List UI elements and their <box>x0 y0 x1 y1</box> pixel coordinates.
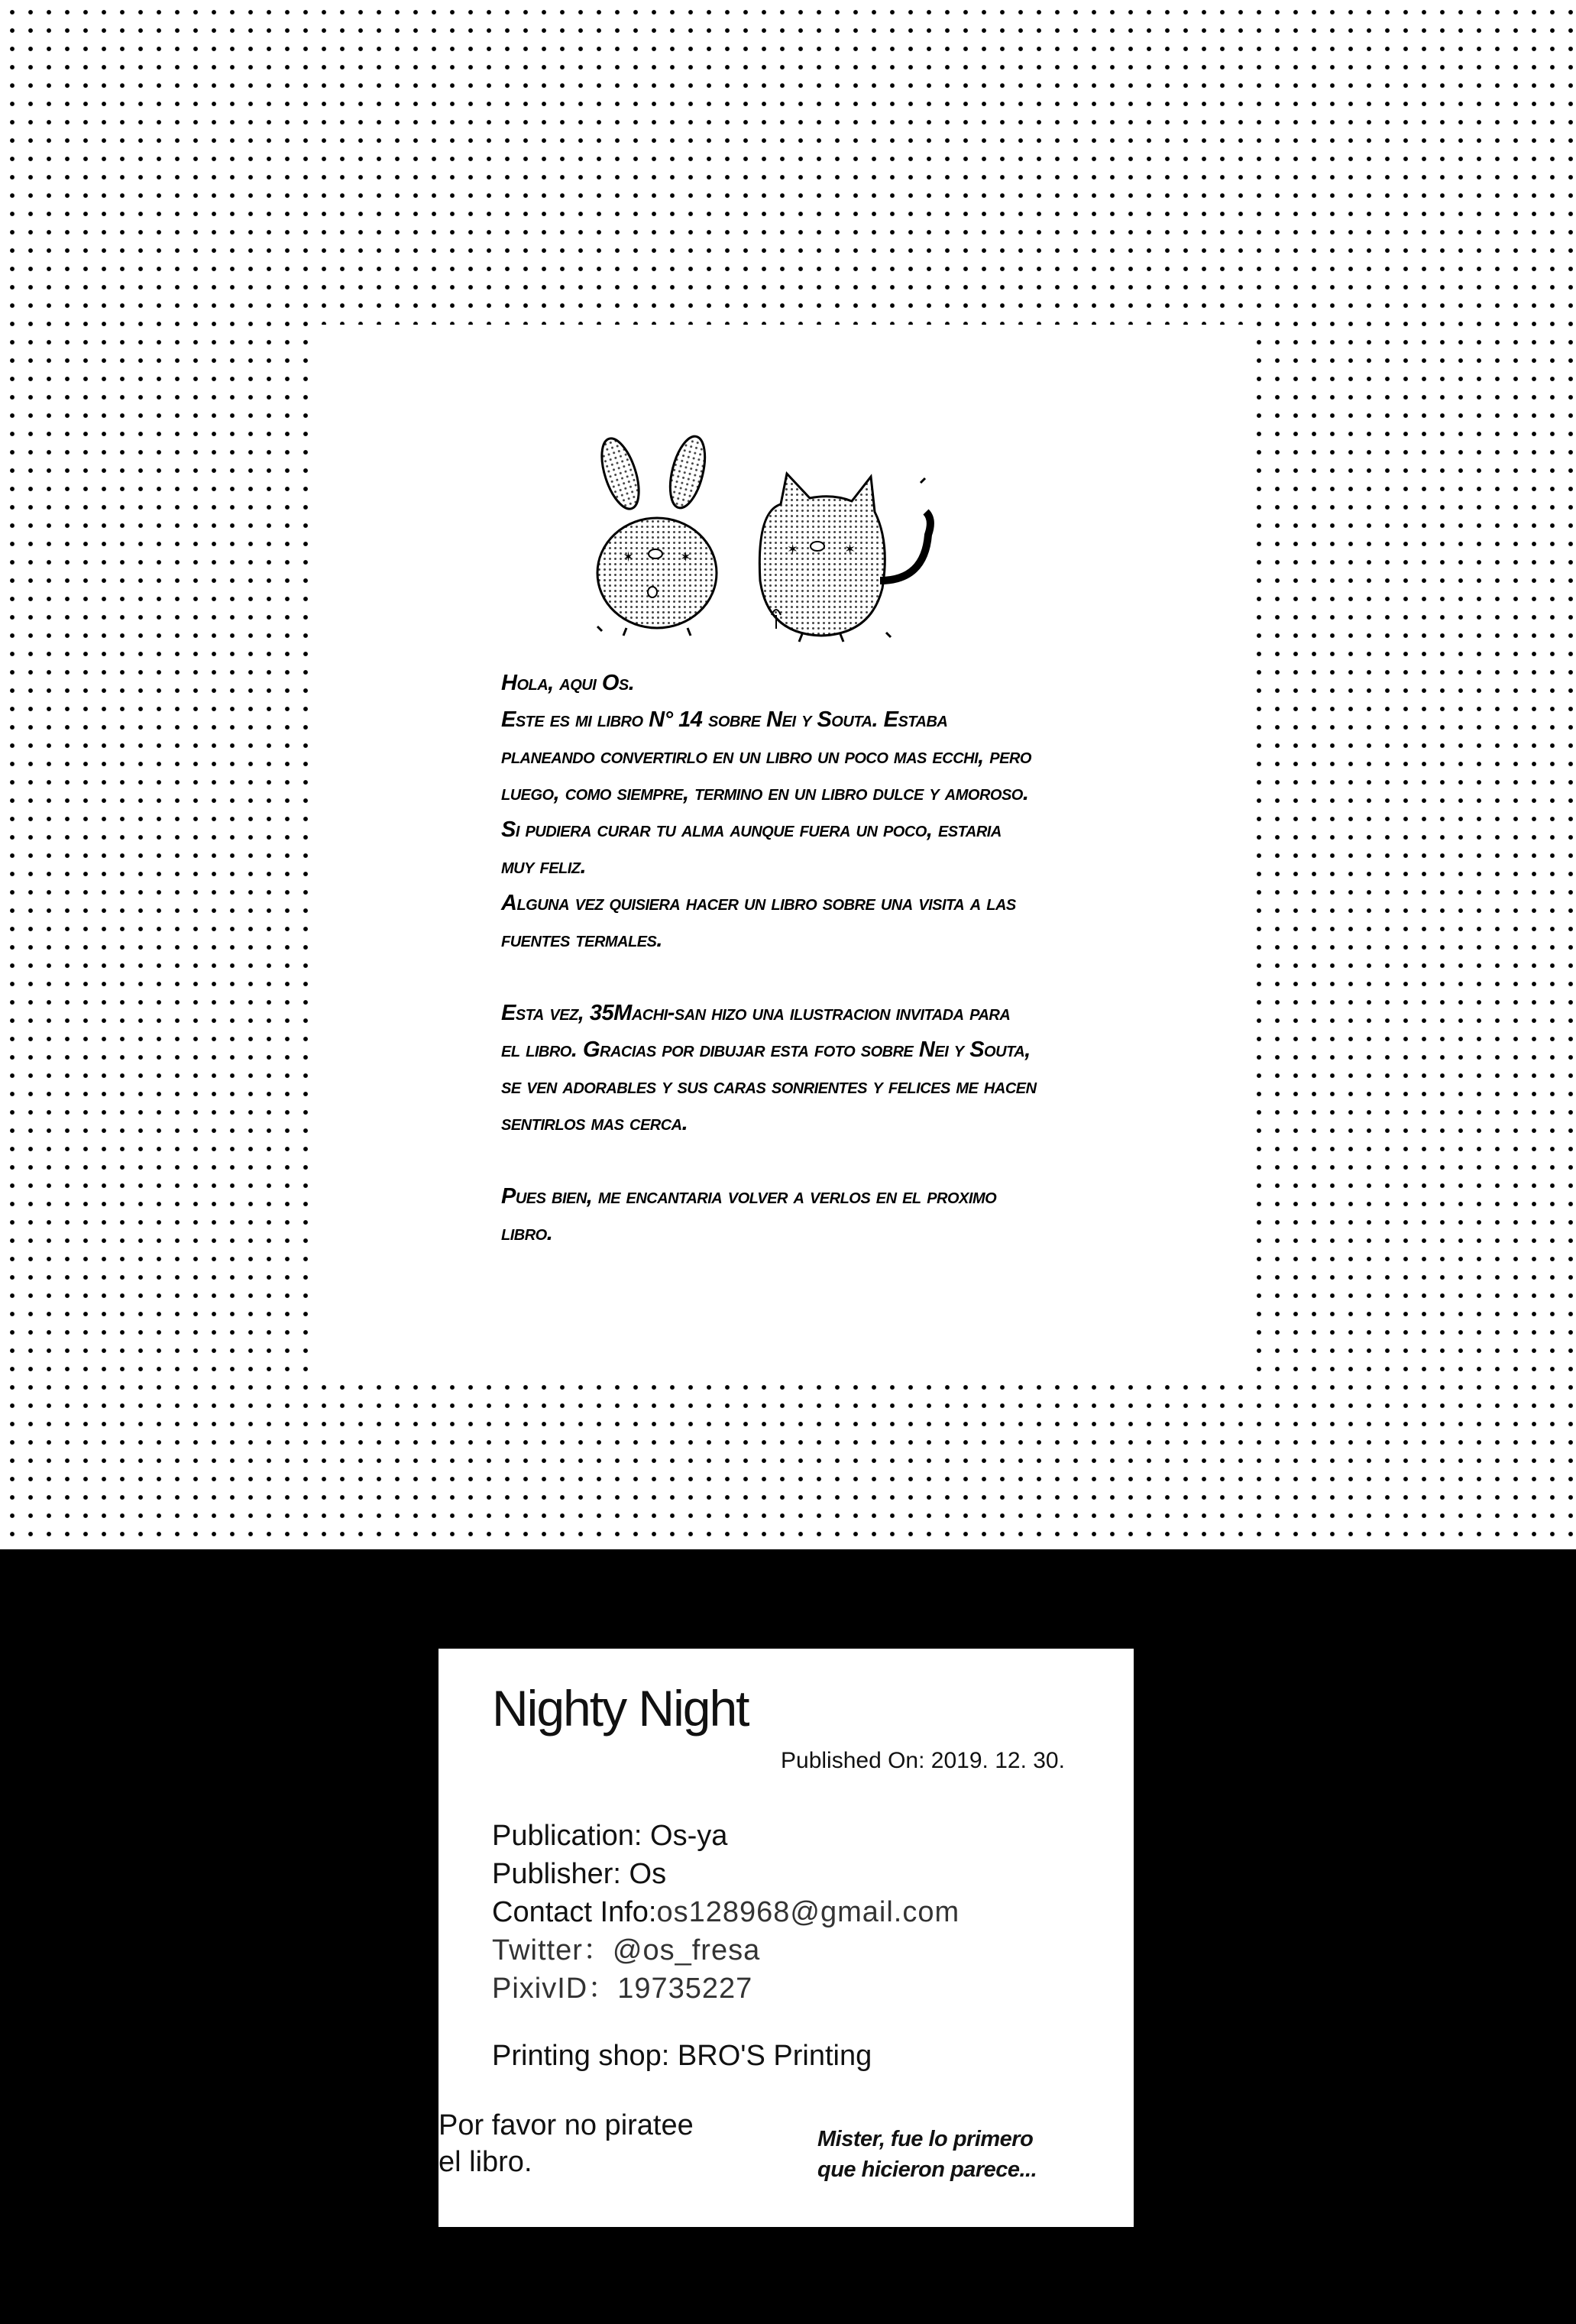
letter-line: fuentes termales. <box>501 927 662 952</box>
letter-paragraph-2 <box>501 995 1097 1141</box>
letter-line: Alguna vez quisiera hacer un libro sobre una visita a las <box>501 891 1016 915</box>
contact-label: Contact Info: <box>492 1896 657 1928</box>
letter-line: sentirlos mas cerca. <box>501 1111 688 1135</box>
book-title: Nighty Night <box>492 1680 749 1737</box>
publication-info <box>492 1817 960 2008</box>
letter-line: planeando convertirlo en un libro un poco mas ecchi, pero <box>501 744 1031 769</box>
piracy-notice <box>438 2107 694 2180</box>
letter-line: libro. <box>501 1221 553 1245</box>
handwritten-note <box>817 2124 1037 2185</box>
letter-line: Hola, aqui Os. <box>501 671 635 695</box>
author-letter <box>501 665 1097 1251</box>
cat-icon <box>759 474 930 642</box>
svg-text:✶: ✶ <box>680 549 692 565</box>
colophon-card <box>438 1649 1134 2227</box>
twitter-line: Twitter：@os_fresa <box>492 1934 761 1966</box>
contact-line <box>492 1893 960 1931</box>
letter-line: el libro. Gracias por dibujar esta foto sobre Nei y Souta, <box>501 1037 1031 1062</box>
contact-email[interactable]: os128968@gmail.com <box>656 1896 960 1928</box>
letter-line: luego, como siempre, termino en un libro dulce y amoroso. <box>501 781 1029 805</box>
letter-line: Este es mi libro N° 14 sobre Nei y Souta. Estaba <box>501 707 948 732</box>
pixiv-line: PixivID：19735227 <box>492 1973 753 2005</box>
publication-line: Publication: Os-ya <box>492 1820 728 1852</box>
letter-line: Si pudiera curar tu alma aunque fuera un poco, estaria <box>501 817 1002 842</box>
letter-paragraph-3 <box>501 1178 1097 1251</box>
rabbit-icon <box>594 433 717 636</box>
letter-line: Pues bien, me encantaria volver a verlos en el proximo <box>501 1184 997 1209</box>
letter-paragraph-1 <box>501 665 1097 958</box>
mascot-illustration <box>581 428 955 657</box>
letter-line: se ven adorables y sus caras sonrientes y felices me hacen <box>501 1074 1037 1099</box>
publisher-line: Publisher: Os <box>492 1858 667 1890</box>
piracy-line: el libro. <box>438 2146 532 2178</box>
printing-shop: Printing shop: BRO'S Printing <box>492 2040 872 2072</box>
published-date: Published On: 2019. 12. 30. <box>781 1748 1065 1773</box>
note-line: Mister, fue lo primero <box>817 2127 1034 2151</box>
svg-text:✶: ✶ <box>844 542 856 558</box>
note-line: que hicieron parece... <box>817 2157 1037 2182</box>
piracy-line: Por favor no piratee <box>438 2109 694 2141</box>
letter-line: muy feliz. <box>501 854 587 879</box>
letter-line: Esta vez, 35Machi-san hizo una ilustracion invitada para <box>501 1001 1011 1025</box>
svg-text:✶: ✶ <box>623 549 635 565</box>
svg-text:✶: ✶ <box>787 542 799 558</box>
